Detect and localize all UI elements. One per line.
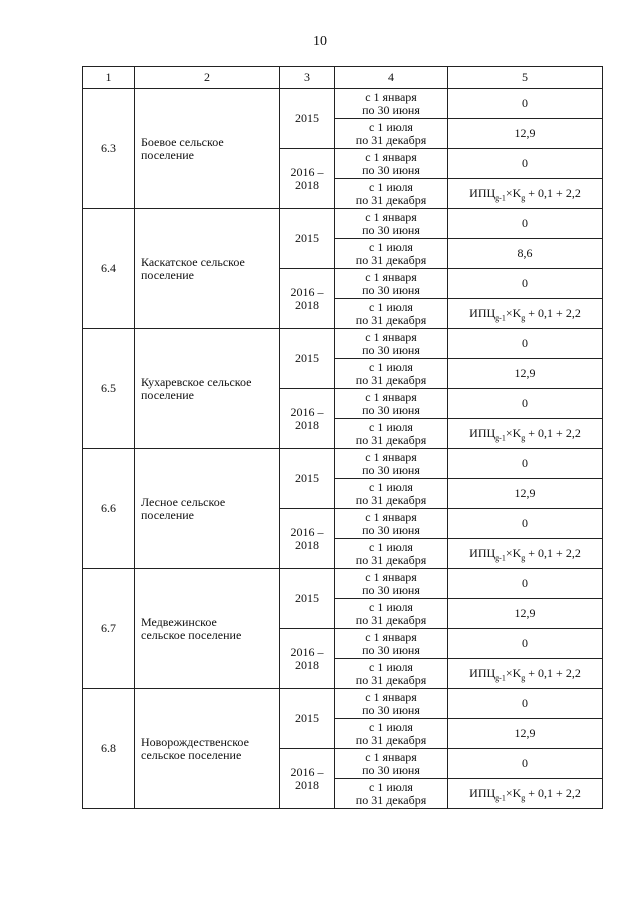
- table-header-row: [83, 67, 603, 89]
- period-cell: [335, 629, 448, 659]
- year-label-line: 2018: [295, 177, 319, 192]
- table-row: [83, 89, 603, 119]
- year-cell: [280, 749, 335, 809]
- period-line: по 31 декабря: [355, 372, 427, 387]
- period-line: по 30 июня: [362, 702, 420, 717]
- period-line: с 1 января: [365, 329, 417, 344]
- formula-subscript: g-1: [495, 193, 506, 203]
- period-line: по 30 июня: [362, 102, 420, 117]
- period-cell: [335, 269, 448, 299]
- period-line: с 1 июля: [369, 119, 413, 134]
- year-cell: [280, 329, 335, 389]
- period-line: по 31 декабря: [355, 672, 427, 687]
- settlement-name-line: Лесное сельское: [141, 494, 226, 509]
- value-cell: 0: [448, 449, 603, 479]
- year-label-line: 2018: [295, 657, 319, 672]
- period-line: с 1 января: [365, 149, 417, 164]
- value-cell: [448, 419, 603, 449]
- table-row: [83, 209, 603, 239]
- formula-subscript: g: [521, 793, 526, 803]
- formula-ipc: ИПЦ: [469, 186, 496, 200]
- value-cell: 0: [448, 329, 603, 359]
- year-cell: [280, 509, 335, 569]
- period-cell: [335, 779, 448, 809]
- formula-subscript: g: [521, 673, 526, 683]
- period-cell: [335, 329, 448, 359]
- period-line: по 31 декабря: [355, 732, 427, 747]
- year-label-line: 2016 –: [290, 524, 324, 539]
- period-line: по 30 июня: [362, 282, 420, 297]
- period-line: по 31 декабря: [355, 792, 427, 807]
- year-label-line: 2016 –: [290, 764, 324, 779]
- period-line: с 1 июля: [369, 539, 413, 554]
- year-cell: [280, 629, 335, 689]
- period-line: по 31 декабря: [355, 192, 427, 207]
- period-line: с 1 января: [365, 389, 417, 404]
- formula-ipc: ИПЦ: [469, 546, 496, 560]
- year-label-line: 2016 –: [290, 404, 324, 419]
- settlement-name-line: сельское поселение: [141, 747, 242, 762]
- value-cell: 0: [448, 629, 603, 659]
- period-cell: [335, 149, 448, 179]
- period-cell: [335, 719, 448, 749]
- period-cell: [335, 749, 448, 779]
- settlement-name-line: сельское поселение: [141, 627, 242, 642]
- period-cell: [335, 689, 448, 719]
- period-line: с 1 января: [365, 269, 417, 284]
- table-row: [83, 449, 603, 479]
- year-cell: [280, 569, 335, 629]
- period-line: с 1 июля: [369, 779, 413, 794]
- year-label-line: 2015: [295, 231, 319, 245]
- formula-tail: + 0,1 + 2,2: [525, 666, 581, 680]
- period-line: с 1 января: [365, 689, 417, 704]
- period-line: по 31 декабря: [355, 432, 427, 447]
- period-line: с 1 января: [365, 449, 417, 464]
- settlement-name-line: Новорождественское: [141, 734, 249, 749]
- period-line: по 30 июня: [362, 762, 420, 777]
- table-row: [83, 329, 603, 359]
- settlement-name-line: поселение: [141, 267, 195, 282]
- column-header-2: 2: [135, 67, 280, 89]
- period-line: по 31 декабря: [355, 132, 427, 147]
- period-line: по 30 июня: [362, 522, 420, 537]
- formula-k: ×K: [505, 426, 522, 440]
- formula-tail: + 0,1 + 2,2: [525, 786, 581, 800]
- value-cell: [448, 659, 603, 689]
- year-label-line: 2016 –: [290, 164, 324, 179]
- value-cell: 0: [448, 569, 603, 599]
- formula-k: ×K: [505, 666, 522, 680]
- settlement-name-line: поселение: [141, 387, 195, 402]
- period-line: с 1 июля: [369, 359, 413, 374]
- settlement-name: [135, 689, 280, 809]
- value-cell: [448, 779, 603, 809]
- period-line: по 30 июня: [362, 222, 420, 237]
- year-label-line: 2018: [295, 297, 319, 312]
- value-cell: 12,9: [448, 719, 603, 749]
- value-cell: 0: [448, 89, 603, 119]
- value-cell: 0: [448, 149, 603, 179]
- formula-subscript: g-1: [495, 433, 506, 443]
- year-label-line: 2015: [295, 471, 319, 485]
- year-cell: [280, 689, 335, 749]
- period-line: по 30 июня: [362, 402, 420, 417]
- period-line: с 1 июля: [369, 179, 413, 194]
- settlement-name-line: Кухаревское сельское: [141, 374, 252, 389]
- formula-tail: + 0,1 + 2,2: [525, 306, 581, 320]
- period-cell: [335, 239, 448, 269]
- period-line: по 30 июня: [362, 462, 420, 477]
- column-header-4: 4: [335, 67, 448, 89]
- period-line: с 1 января: [365, 509, 417, 524]
- value-cell: 8,6: [448, 239, 603, 269]
- settlement-name-line: Медвежинское: [141, 614, 217, 629]
- period-line: с 1 июля: [369, 479, 413, 494]
- formula-subscript: g: [521, 433, 526, 443]
- period-cell: [335, 419, 448, 449]
- formula-subscript: g: [521, 313, 526, 323]
- value-cell: [448, 179, 603, 209]
- item-number: 6.3: [83, 89, 135, 209]
- formula-subscript: g: [521, 193, 526, 203]
- period-cell: [335, 569, 448, 599]
- period-line: с 1 июля: [369, 599, 413, 614]
- year-label-line: 2015: [295, 111, 319, 125]
- formula-tail: + 0,1 + 2,2: [525, 546, 581, 560]
- value-cell: 0: [448, 269, 603, 299]
- period-line: по 31 декабря: [355, 612, 427, 627]
- year-cell: [280, 269, 335, 329]
- period-line: по 31 декабря: [355, 492, 427, 507]
- item-number: 6.8: [83, 689, 135, 809]
- year-label-line: 2016 –: [290, 644, 324, 659]
- settlement-name-line: поселение: [141, 147, 195, 162]
- year-label-line: 2016 –: [290, 284, 324, 299]
- item-number: 6.4: [83, 209, 135, 329]
- formula-k: ×K: [505, 186, 522, 200]
- column-header-5: 5: [448, 67, 603, 89]
- settlement-name-line: поселение: [141, 507, 195, 522]
- period-line: с 1 января: [365, 569, 417, 584]
- value-cell: [448, 299, 603, 329]
- formula-tail: + 0,1 + 2,2: [525, 186, 581, 200]
- value-cell: 0: [448, 689, 603, 719]
- formula-subscript: g-1: [495, 673, 506, 683]
- period-line: с 1 июля: [369, 419, 413, 434]
- formula-subscript: g-1: [495, 313, 506, 323]
- period-line: по 30 июня: [362, 582, 420, 597]
- formula-subscript: g-1: [495, 553, 506, 563]
- period-line: по 31 декабря: [355, 552, 427, 567]
- tariff-table: [82, 66, 603, 809]
- period-cell: [335, 539, 448, 569]
- period-line: по 30 июня: [362, 642, 420, 657]
- period-line: по 30 июня: [362, 342, 420, 357]
- period-cell: [335, 209, 448, 239]
- formula-ipc: ИПЦ: [469, 786, 496, 800]
- period-line: по 31 декабря: [355, 252, 427, 267]
- table-row: [83, 689, 603, 719]
- period-line: с 1 июля: [369, 659, 413, 674]
- year-label-line: 2018: [295, 537, 319, 552]
- year-cell: [280, 89, 335, 149]
- column-header-1: 1: [83, 67, 135, 89]
- value-cell: 0: [448, 509, 603, 539]
- settlement-name: [135, 209, 280, 329]
- value-cell: 0: [448, 389, 603, 419]
- settlement-name: [135, 449, 280, 569]
- table-row: [83, 569, 603, 599]
- period-cell: [335, 479, 448, 509]
- formula-ipc: ИПЦ: [469, 426, 496, 440]
- item-number: 6.5: [83, 329, 135, 449]
- period-cell: [335, 299, 448, 329]
- year-cell: [280, 209, 335, 269]
- settlement-name-line: Боевое сельское: [141, 134, 224, 149]
- item-number: 6.6: [83, 449, 135, 569]
- value-cell: 12,9: [448, 119, 603, 149]
- settlement-name: [135, 89, 280, 209]
- year-cell: [280, 449, 335, 509]
- period-cell: [335, 89, 448, 119]
- period-cell: [335, 659, 448, 689]
- year-label-line: 2015: [295, 711, 319, 725]
- value-cell: 12,9: [448, 599, 603, 629]
- period-line: с 1 января: [365, 629, 417, 644]
- column-header-3: 3: [280, 67, 335, 89]
- period-cell: [335, 449, 448, 479]
- value-cell: 0: [448, 209, 603, 239]
- period-line: с 1 июля: [369, 299, 413, 314]
- settlement-name-line: Каскатское сельское: [141, 254, 245, 269]
- period-line: по 31 декабря: [355, 312, 427, 327]
- period-line: с 1 января: [365, 209, 417, 224]
- year-label-line: 2015: [295, 351, 319, 365]
- year-label-line: 2018: [295, 417, 319, 432]
- period-cell: [335, 179, 448, 209]
- value-cell: 12,9: [448, 359, 603, 389]
- page-number: 10: [313, 34, 327, 49]
- formula-k: ×K: [505, 786, 522, 800]
- formula-tail: + 0,1 + 2,2: [525, 426, 581, 440]
- value-cell: [448, 539, 603, 569]
- formula-k: ×K: [505, 546, 522, 560]
- period-cell: [335, 599, 448, 629]
- value-cell: 0: [448, 749, 603, 779]
- settlement-name: [135, 569, 280, 689]
- formula-ipc: ИПЦ: [469, 306, 496, 320]
- year-cell: [280, 389, 335, 449]
- item-number: 6.7: [83, 569, 135, 689]
- settlement-name: [135, 329, 280, 449]
- period-cell: [335, 119, 448, 149]
- period-cell: [335, 509, 448, 539]
- value-cell: 12,9: [448, 479, 603, 509]
- period-line: с 1 января: [365, 89, 417, 104]
- formula-ipc: ИПЦ: [469, 666, 496, 680]
- year-cell: [280, 149, 335, 209]
- period-line: с 1 января: [365, 749, 417, 764]
- period-cell: [335, 359, 448, 389]
- formula-k: ×K: [505, 306, 522, 320]
- formula-subscript: g-1: [495, 793, 506, 803]
- year-label-line: 2018: [295, 777, 319, 792]
- period-cell: [335, 389, 448, 419]
- period-line: по 30 июня: [362, 162, 420, 177]
- period-line: с 1 июля: [369, 719, 413, 734]
- period-line: с 1 июля: [369, 239, 413, 254]
- year-label-line: 2015: [295, 591, 319, 605]
- formula-subscript: g: [521, 553, 526, 563]
